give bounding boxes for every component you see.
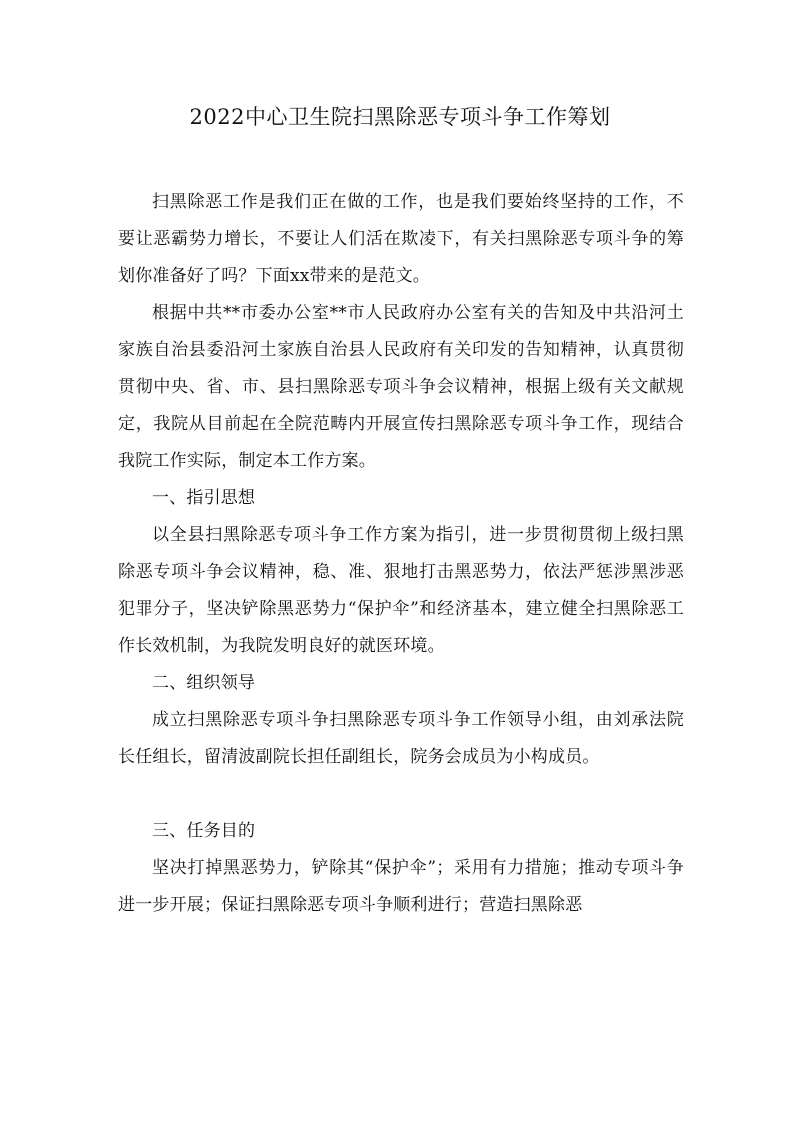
blank-line	[118, 776, 684, 813]
document-body	[118, 184, 684, 924]
guiding-ideology-paragraph: 以全县扫黑除恶专项斗争工作方案为指引，进一步贯彻贯彻上级扫黑除恶专项斗争会议精神，稳、准、狠地打击黑恶势力，依法严惩涉黑涉恶犯罪分子，坚决铲除黑恶势力“保护伞”和经济基本，建立健全扫黑除恶工作长效机制，为我院发明良好的就医环境。	[118, 525, 684, 656]
section-heading-organization: 二、组织领导	[152, 673, 256, 693]
basis-paragraph: 根据中共**市委办公室**市人民政府办公室有关的告知及中共沿河土家族自治县委沿河土家族自治县人民政府有关印发的告知精神，认真贯彻贯彻中央、省、市、县扫黑除恶专项斗争会议精神，根据上级有关文献规定，我院从目前起在全院范畴内开展宣传扫黑除恶专项斗争工作，现结合我院工作实际，制定本工作方案。	[118, 303, 684, 471]
intro-paragraph: 扫黑除恶工作是我们正在做的工作，也是我们要始终坚持的工作，不要让恶霸势力增长，不要让人们活在欺凌下，有关扫黑除恶专项斗争的筹划你准备好了吗？下面xx带来的是范文。	[118, 192, 684, 286]
task-goals-paragraph: 坚决打掉黑恶势力，铲除其“保护伞”；采用有力措施；推动专项斗争进一步开展；保证扫黑除恶专项斗争顺利进行；营造扫黑除恶	[118, 858, 684, 915]
section-heading-guiding-ideology: 一、指引思想	[152, 488, 256, 508]
section-heading-task-goals: 三、任务目的	[152, 821, 256, 841]
organization-paragraph: 成立扫黑除恶专项斗争扫黑除恶专项斗争工作领导小组，由刘承法院长任组长，留清波副院长担任副组长，院务会成员为小构成员。	[118, 710, 684, 767]
document-title: 2022中心卫生院扫黑除恶专项斗争工作筹划	[189, 105, 611, 129]
